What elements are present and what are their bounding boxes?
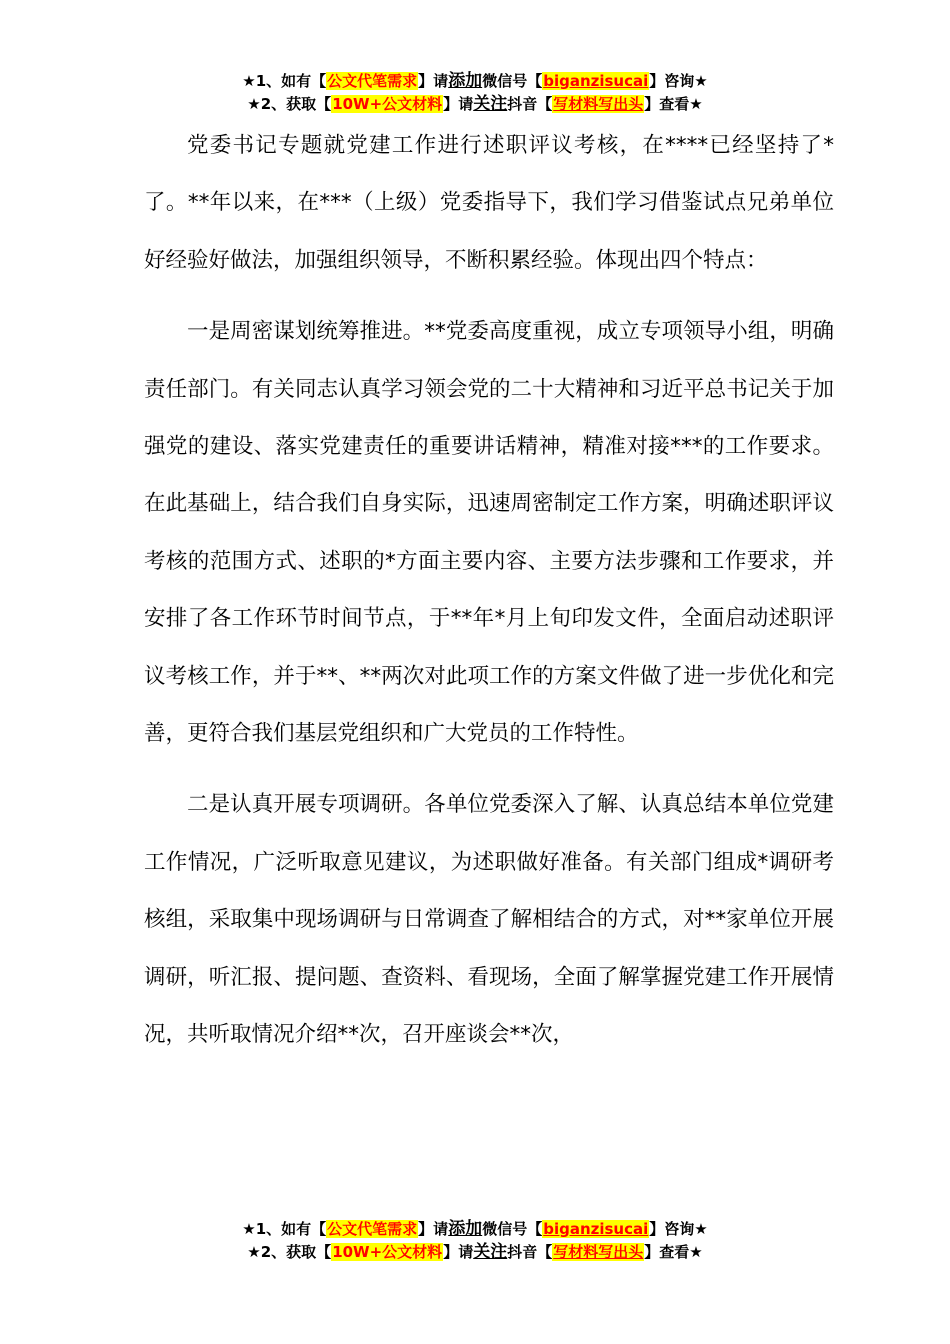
banner-text: 】查看★: [644, 95, 703, 113]
highlight-ghostwriting: 公文代笔需求: [327, 1220, 418, 1238]
paragraph-intro: 党委书记专题就党建工作进行述职评议考核，在****已经坚持了*了。**年以来，在***（上级）党委指导下，我们学习借鉴试点兄弟单位好经验好做法，加强组织领导，不断积累经验。体现出四个特点：: [144, 133, 834, 273]
banner-text: ★1、如有【: [242, 72, 327, 90]
banner-line-2: [0, 1241, 950, 1264]
paragraph-gap: [144, 762, 834, 776]
header-banner: [0, 70, 950, 116]
banner-text: ★2、获取【: [247, 1243, 332, 1261]
banner-text: 抖音【: [507, 1243, 553, 1261]
banner-text: 】请: [418, 1220, 449, 1238]
highlight-douyin: 写材料写出头: [553, 95, 644, 113]
highlight-wechat-id: biganzisucai: [543, 1220, 649, 1238]
banner-text: 】请: [418, 72, 449, 90]
highlight-materials: 10W+公文材料: [332, 1243, 443, 1261]
banner-text: 微信号【: [482, 72, 543, 90]
banner-text: 】咨询★: [649, 1220, 708, 1238]
banner-text-emphasis: 添加: [448, 71, 483, 91]
highlight-douyin: 写材料写出头: [553, 1243, 644, 1261]
banner-text: ★2、获取【: [247, 95, 332, 113]
banner-line-1: [0, 70, 950, 93]
banner-line-2: [0, 93, 950, 116]
banner-text: ★1、如有【: [242, 1220, 327, 1238]
banner-text: 抖音【: [507, 95, 553, 113]
banner-text: 微信号【: [482, 1220, 543, 1238]
banner-text: 】查看★: [644, 1243, 703, 1261]
document-body: [144, 117, 834, 1064]
banner-text-emphasis: 添加: [448, 1219, 483, 1239]
highlight-wechat-id: biganzisucai: [543, 72, 649, 90]
paragraph-gap: [144, 289, 834, 303]
footer-banner: [0, 1218, 950, 1264]
banner-text: 】咨询★: [649, 72, 708, 90]
banner-text: 】请: [443, 1243, 474, 1261]
paragraph-point-one: 一是周密谋划统筹推进。**党委高度重视，成立专项领导小组，明确责任部门。有关同志认真学习领会党的二十大精神和习近平总书记关于加强党的建设、落实党建责任的重要讲话精神，精准对接***的工作要求。在此基础上，结合我们自身实际，迅速周密制定工作方案，明确述职评议考核的范围方式、述职的*方面主要内容、主要方法步骤和工作要求，并安排了各工作环节时间节点，于**年*月上旬印发文件，全面启动述职评议考核工作，并于**、**两次对此项工作的方案文件做了进一步优化和完善，更符合我们基层党组织和广大党员的工作特性。: [144, 319, 834, 747]
banner-text-emphasis: 关注: [473, 94, 508, 114]
paragraph-point-two: 二是认真开展专项调研。各单位党委深入了解、认真总结本单位党建工作情况，广泛听取意见建议，为述职做好准备。有关部门组成*调研考核组，采取集中现场调研与日常调查了解相结合的方式，对**家单位开展调研，听汇报、提问题、查资料、看现场，全面了解掌握党建工作开展情况，共听取情况介绍**次，召开座谈会**次，: [144, 792, 834, 1048]
highlight-materials: 10W+公文材料: [332, 95, 443, 113]
highlight-ghostwriting: 公文代笔需求: [327, 72, 418, 90]
banner-text: 】请: [443, 95, 474, 113]
banner-line-1: [0, 1218, 950, 1241]
banner-text-emphasis: 关注: [473, 1242, 508, 1262]
